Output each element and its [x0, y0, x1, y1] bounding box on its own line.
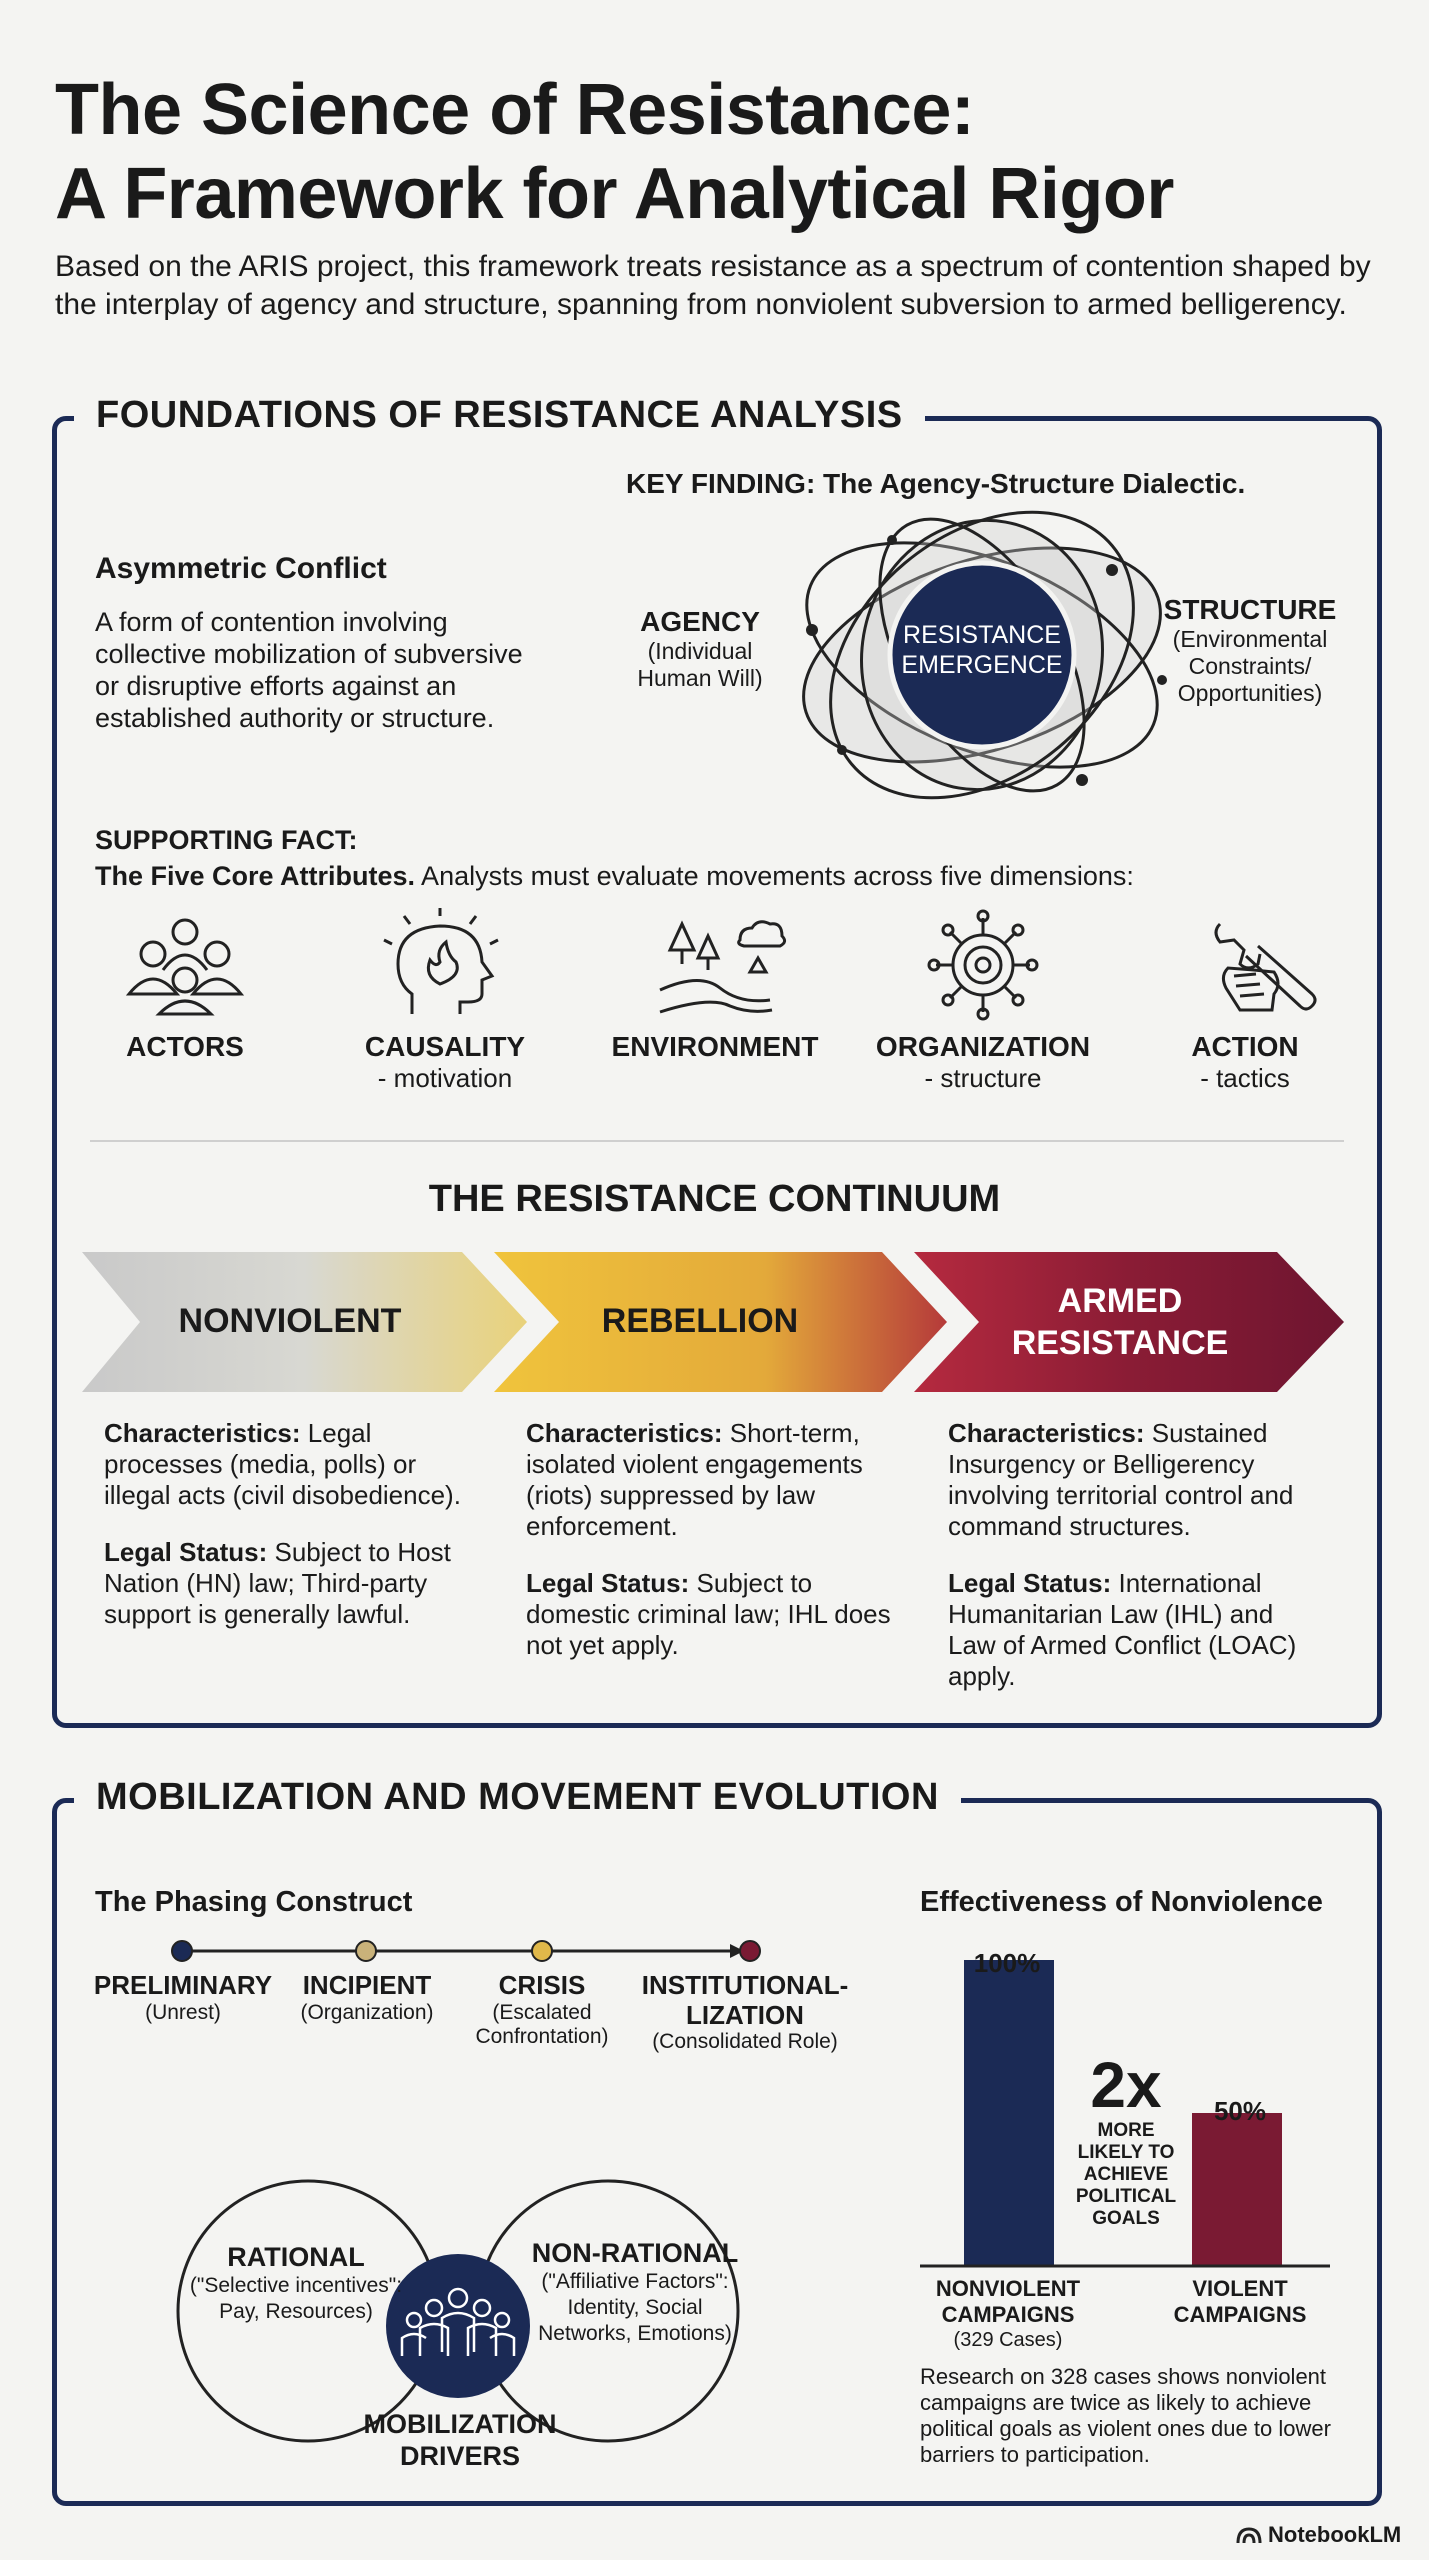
char-text: Short-term, isolated violent engagements (riots) suppressed by law enforcement. — [526, 1418, 863, 1541]
char-text: Sustained Insurgency or Belligerency involving territorial control and command structures. — [948, 1418, 1294, 1541]
bar1-value-label: 100% — [973, 1948, 1041, 1978]
phase-preliminary — [90, 1970, 276, 2025]
legal-text: Subject to Host Nation (HN) law; Third-party support is generally lawful. — [104, 1537, 451, 1629]
structure-sub-3: Opportunities) — [1177, 680, 1323, 706]
landscape-icon — [600, 910, 830, 1020]
nonrational-sub-3: Networks, Emotions) — [538, 2322, 732, 2345]
char-label: Characteristics: — [948, 1418, 1145, 1448]
bar1-label-1: NONVIOLENT — [935, 2276, 1081, 2301]
legal-text: International Humanitarian Law (IHL) and Law of Armed Conflict (LOAC) apply. — [948, 1568, 1297, 1691]
mobilization-heading: MOBILIZATION AND MOVEMENT EVOLUTION — [74, 1776, 961, 1819]
foundations-heading: FOUNDATIONS OF RESISTANCE ANALYSIS — [74, 394, 925, 437]
effectiveness-title: Effectiveness of Nonviolence — [920, 1886, 1323, 1918]
center-line-1: RESISTANCE — [903, 621, 1061, 649]
char-armed — [948, 1418, 1328, 1542]
multiplier-l2: LIKELY TO — [1077, 2142, 1175, 2163]
legal-label: Legal Status: — [104, 1537, 268, 1567]
key-finding: KEY FINDING: The Agency-Structure Dialectic. — [626, 468, 1246, 499]
attribute-label: ORGANIZATION — [875, 1031, 1091, 1062]
bar2-category-label — [1150, 2276, 1330, 2328]
multiplier-value: 2x — [1090, 2049, 1162, 2121]
drivers-caption-1: MOBILIZATION — [363, 2409, 557, 2439]
footer-brand-text: NotebookLM — [1268, 2522, 1402, 2547]
stage-label-nonviolent: NONVIOLENT — [178, 1302, 402, 1340]
attribute-organization — [868, 910, 1098, 1094]
phase-crisis — [460, 1970, 624, 2049]
head-flame-icon — [340, 910, 550, 1020]
attribute-sub: - tactics — [1200, 1063, 1290, 1093]
supporting-bold: The Five Core Attributes. — [95, 861, 416, 891]
attribute-sub: - motivation — [377, 1063, 513, 1093]
phase-label: PRELIMINARY — [93, 1970, 273, 2000]
phase-dot-institutionalization — [740, 1941, 760, 1961]
bar1-label-2: CAMPAIGNS — [941, 2302, 1075, 2327]
rational-label — [166, 2242, 426, 2325]
attribute-label: ENVIRONMENT — [611, 1031, 819, 1062]
continuum-heading: THE RESISTANCE CONTINUUM — [428, 1178, 1001, 1220]
multiplier-l3: ACHIEVE — [1083, 2164, 1169, 2185]
drivers-caption-2: DRIVERS — [399, 2441, 521, 2471]
stage-label-armed-2: RESISTANCE — [1011, 1324, 1229, 1362]
phase-sub: (Consolidated Role) — [652, 2030, 838, 2053]
phasing-timeline — [170, 1936, 760, 1966]
phase-label: CRISIS — [498, 1970, 586, 2000]
phase-incipient — [282, 1970, 452, 2025]
drivers-caption — [330, 2408, 590, 2472]
asymmetric-conflict-text: A form of contention involving collective mobilization of subversive or disruptive efforts against an established authority or structure. — [95, 607, 523, 733]
phase-sub: (Escalated — [492, 2001, 592, 2024]
legal-nonviolent — [104, 1537, 484, 1630]
rational-sub-2: Pay, Resources) — [219, 2300, 373, 2323]
page-title — [55, 68, 1395, 236]
notebooklm-logo-icon — [1236, 2525, 1262, 2545]
multiplier-l4: POLITICAL — [1075, 2186, 1177, 2207]
resistance-emergence-label — [866, 620, 1098, 680]
supporting-text: Analysts must evaluate movements across five dimensions: — [415, 861, 1134, 891]
attribute-action — [1150, 910, 1340, 1094]
asymmetric-conflict-title: Asymmetric Conflict — [95, 552, 387, 585]
legal-label: Legal Status: — [948, 1568, 1112, 1598]
char-label: Characteristics: — [104, 1418, 301, 1448]
supporting-label: SUPPORTING FACT: — [95, 825, 358, 855]
multiplier-l5: GOALS — [1092, 2208, 1160, 2229]
phase-sub: (Unrest) — [145, 2001, 221, 2024]
phase-label-2: LIZATION — [686, 2000, 804, 2030]
phase-dot-crisis — [532, 1941, 552, 1961]
multiplier-callout — [1066, 2050, 1186, 2230]
phase-sub: (Organization) — [300, 2001, 434, 2024]
char-label: Characteristics: — [526, 1418, 723, 1448]
char-rebellion — [526, 1418, 906, 1542]
continuum-col-armed — [948, 1418, 1328, 1692]
attribute-label: ACTORS — [126, 1031, 244, 1062]
stage-label-armed — [970, 1280, 1270, 1364]
phase-institutionalization — [630, 1970, 860, 2054]
rational-sub-1: ("Selective incentives": — [189, 2274, 403, 2297]
bar2-label-2: CAMPAIGNS — [1173, 2302, 1307, 2327]
section-divider — [90, 1140, 1344, 1142]
char-text: Legal processes (media, polls) or illegal acts (civil disobedience). — [104, 1418, 461, 1510]
nonrational-sub-2: Identity, Social — [567, 2296, 703, 2319]
phase-dot-preliminary — [172, 1941, 192, 1961]
nonrational-label — [520, 2238, 750, 2347]
bar2-value-label: 50% — [1213, 2096, 1267, 2126]
agency-title: AGENCY — [640, 606, 760, 637]
nonrational-sub-1: ("Affiliative Factors": — [541, 2270, 729, 2293]
multiplier-l1: MORE — [1097, 2120, 1155, 2141]
phase-label: INSTITUTIONAL- — [641, 1970, 849, 2000]
bar1-category-label — [918, 2276, 1098, 2352]
stage-label-armed-1: ARMED — [1057, 1282, 1183, 1320]
network-gear-icon — [868, 910, 1098, 1020]
supporting-fact — [95, 822, 1355, 894]
footer-brand — [1236, 2522, 1401, 2548]
continuum-col-rebellion — [526, 1418, 906, 1661]
structure-title: STRUCTURE — [1163, 594, 1337, 625]
hand-wrench-icon — [1150, 910, 1340, 1020]
attribute-label: CAUSALITY — [364, 1031, 526, 1062]
agency-label — [610, 606, 790, 692]
agency-sub-2: Human Will) — [637, 665, 763, 691]
continuum-col-nonviolent — [104, 1418, 484, 1630]
nonrational-title: NON-RATIONAL — [531, 2238, 739, 2268]
people-group-icon — [85, 910, 285, 1020]
attribute-sub: - structure — [924, 1063, 1042, 1093]
bar-violent — [1192, 2113, 1282, 2266]
bar2-label-1: VIOLENT — [1192, 2276, 1288, 2301]
structure-sub-2: Constraints/ — [1188, 653, 1312, 679]
supporting-line — [95, 858, 1355, 894]
phasing-title: The Phasing Construct — [95, 1886, 413, 1918]
phase-sub-2: Confrontation) — [475, 2025, 609, 2048]
attribute-environment — [600, 910, 830, 1063]
structure-label — [1150, 594, 1350, 707]
legal-text: Subject to domestic criminal law; IHL does not yet apply. — [526, 1568, 891, 1660]
structure-sub-1: (Environmental — [1172, 626, 1328, 652]
stage-label-rebellion: REBELLION — [601, 1302, 799, 1340]
phase-label: INCIPIENT — [302, 1970, 432, 2000]
legal-rebellion — [526, 1568, 906, 1661]
bar1-label-3: (329 Cases) — [953, 2329, 1063, 2351]
attribute-label: ACTION — [1191, 1031, 1299, 1062]
page-subtitle: Based on the ARIS project, this framework treats resistance as a spectrum of contention shaped by the interplay of agency and structure, spanning from nonviolent subversion to armed belligerency. — [55, 250, 1371, 321]
attribute-actors — [85, 910, 285, 1063]
title-line-1: The Science of Resistance: — [55, 70, 975, 150]
legal-label: Legal Status: — [526, 1568, 690, 1598]
center-line-2: EMERGENCE — [901, 651, 1063, 679]
legal-armed — [948, 1568, 1328, 1692]
agency-sub-1: (Individual — [647, 638, 753, 664]
effectiveness-note: Research on 328 cases shows nonviolent campaigns are twice as likely to achieve political goals as violent ones due to lower barriers to participation. — [920, 2364, 1331, 2467]
bar-nonviolent — [964, 1960, 1054, 2266]
phase-dot-incipient — [356, 1941, 376, 1961]
attribute-causality — [340, 910, 550, 1094]
title-line-2: A Framework for Analytical Rigor — [55, 154, 1174, 234]
rational-title: RATIONAL — [227, 2242, 365, 2272]
char-nonviolent — [104, 1418, 484, 1511]
